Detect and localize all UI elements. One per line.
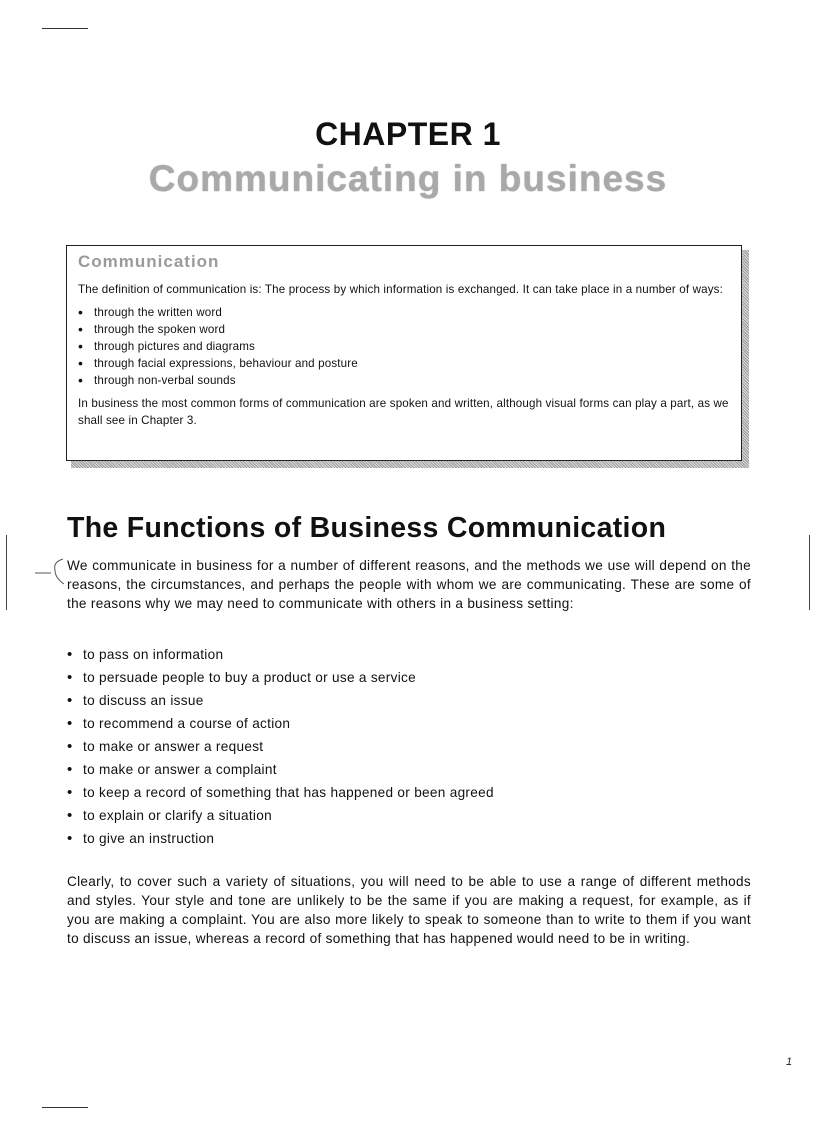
- list-item: • to recommend a course of action: [67, 712, 747, 735]
- chapter-label: CHAPTER 1: [315, 116, 501, 152]
- list-item: • through pictures and diagrams: [78, 338, 732, 355]
- section-intro: We communicate in business for a number of different reasons, and the methods we use will depend on the reasons, the circumstances, and perhaps the people with whom we are communicating. These are some of the reasons why we may need to communicate with others in a business setting:: [67, 558, 751, 611]
- list-item: • to discuss an issue: [67, 689, 747, 712]
- crop-mark-top: [42, 28, 88, 29]
- page-number: 1: [786, 1056, 793, 1068]
- functions-list: [67, 643, 747, 850]
- list-item: • to make or answer a complaint: [67, 758, 747, 781]
- section-closing: Clearly, to cover such a variety of situations, you will need to be able to use a range of different methods and styles. Your style and tone are unlikely to be the same if you are making a request, for example, as if you are making a complaint. You are also more likely to speak to someone than to write to them if you want to discuss an issue, whereas a record of something that has happened would need to be in writing.: [67, 874, 751, 946]
- crop-mark-bottom: [42, 1107, 88, 1108]
- list-item: • through non-verbal sounds: [78, 372, 732, 389]
- definition-box-heading: Communication: [78, 252, 220, 271]
- list-item: • through facial expressions, behaviour and posture: [78, 355, 732, 372]
- chapter-title: Communicating in business: [148, 158, 668, 199]
- section-heading: The Functions of Business Communication: [67, 512, 667, 544]
- definition-box-intro: The definition of communication is: The process by which information is exchanged. It can take place in a number of ways:: [78, 283, 723, 296]
- margin-annotation-mark: [33, 556, 69, 586]
- scan-edge-right: [809, 535, 810, 610]
- list-item: • to keep a record of something that has happened or been agreed: [67, 781, 747, 804]
- list-item: • to give an instruction: [67, 827, 747, 850]
- definition-box: [66, 245, 742, 461]
- definition-box-list: [78, 304, 732, 389]
- list-item: • through the written word: [78, 304, 732, 321]
- list-item: • to persuade people to buy a product or use a service: [67, 666, 747, 689]
- list-item: • to pass on information: [67, 643, 747, 666]
- scan-edge-left: [6, 535, 7, 610]
- list-item: • to explain or clarify a situation: [67, 804, 747, 827]
- list-item: • through the spoken word: [78, 321, 732, 338]
- definition-box-closing: In business the most common forms of communication are spoken and written, although visual forms can play a part, as we shall see in Chapter 3.: [78, 397, 729, 427]
- list-item: • to make or answer a request: [67, 735, 747, 758]
